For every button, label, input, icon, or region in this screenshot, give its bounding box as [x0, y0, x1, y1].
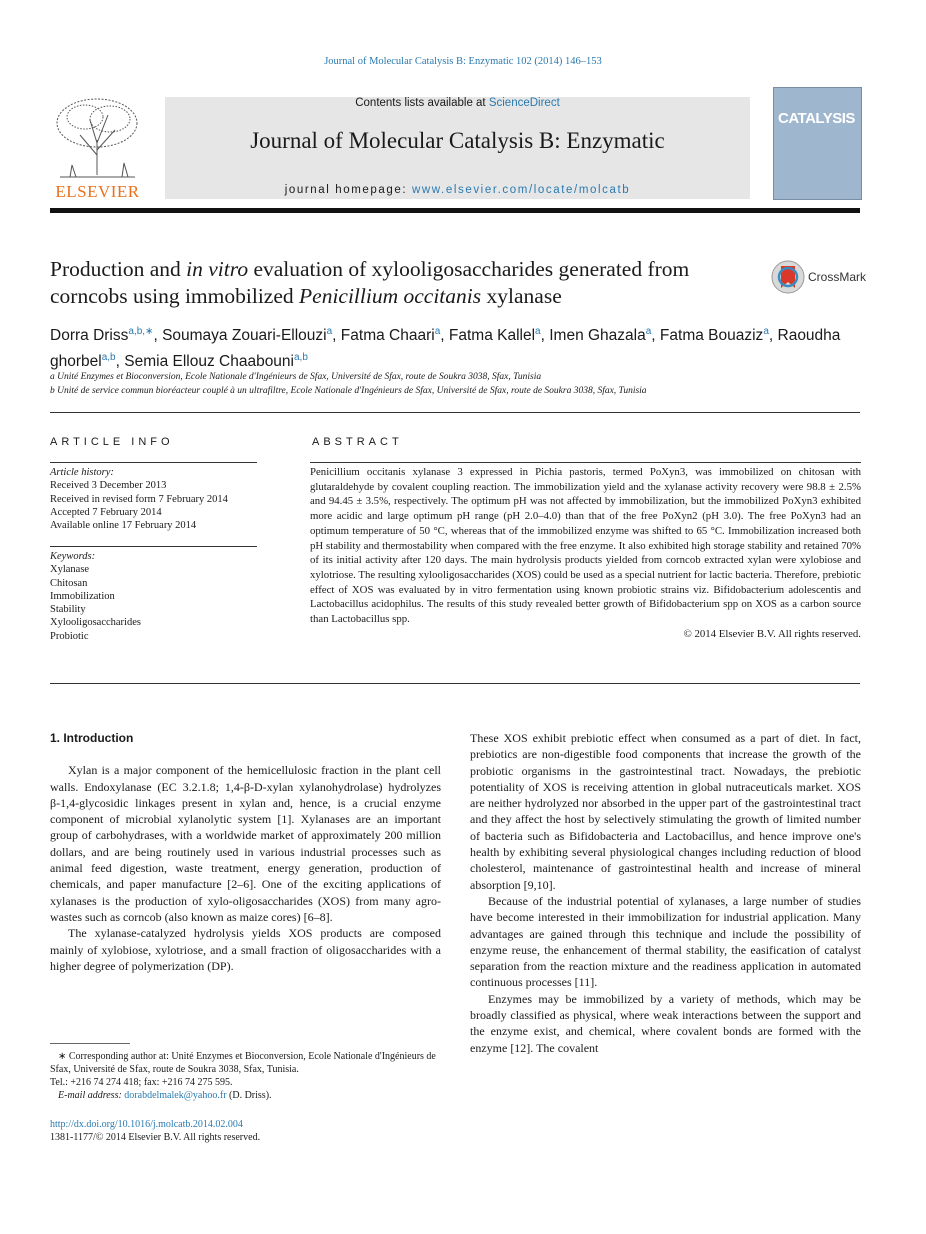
issn-line: 1381-1177/© 2014 Elsevier B.V. All rights reserved. [50, 1132, 261, 1143]
keyword: Xylanase [50, 564, 90, 576]
keywords [50, 550, 260, 643]
divider [50, 462, 257, 463]
divider [310, 462, 861, 463]
divider [50, 546, 257, 547]
phone-fax: Tel.: +216 74 274 418; fax: +216 74 275 595. [50, 1077, 233, 1088]
divider [50, 683, 860, 684]
corresponding-author: ∗ Corresponding author at: Unité Enzymes et Bioconversion, Ecole Nationale d'Ingénieurs de Sfax, Université de Sfax, route de Soukra 3038, Sfax, Tunisia. [50, 1051, 436, 1075]
keyword: Chitosan [50, 577, 88, 589]
keywords-label: Keywords: [50, 551, 96, 562]
author-affiliation-marker[interactable]: a [326, 326, 333, 337]
author-name[interactable]: Fatma Bouaziz [659, 327, 764, 345]
history-item: Received in revised form 7 February 2014 [50, 493, 228, 505]
paragraph: Because of the industrial potential of xylanases, a large number of studies have become interested in their immobilization for industrial application. Many advantages are gained through this technique and include the possibility of enzyme reuse, the enhancement of thermal stability, the easification of catalyst separation from the reaction mixture and the readiness application in automated continuous processes [11]. [470, 893, 861, 990]
history-item: Received 3 December 2013 [50, 480, 167, 492]
author-name[interactable]: Semia Ellouz Chaabouni [124, 353, 294, 371]
homepage-link[interactable]: www.elsevier.com/locate/molcatb [411, 184, 631, 196]
title-text-3: xylanase [481, 284, 562, 308]
abstract-heading: ABSTRACT [312, 436, 403, 448]
article-title [50, 256, 755, 310]
author-affiliation-marker[interactable]: a [434, 326, 441, 337]
section-heading: 1. Introduction [50, 731, 134, 745]
journal-title: Journal of Molecular Catalysis B: Enzymatic [250, 128, 665, 153]
author-list: Dorra Driss$^{a,b,∗}$, Soumaya Zouari-Ellouzi$^a$, Fatma Chaari$^a$, Fatma Kallel$^a$, Imen Ghazala$^a$, Fatma Bouaziz$^a$, Raoudha ghorbel$^{a,b}$, Semia Ellouz Chaabouni$^{a,b}$ [50, 326, 841, 371]
keyword: Immobilization [50, 590, 115, 602]
author-name[interactable]: Fatma Kallel [448, 327, 536, 345]
header-divider [50, 208, 860, 213]
divider [50, 412, 860, 413]
crossmark-label[interactable]: CrossMark [808, 270, 867, 284]
contents-prefix: Contents lists available at [355, 97, 489, 109]
title-italic-1: in vitro [186, 257, 249, 281]
article-info-heading: ARTICLE INFO [50, 436, 174, 448]
abstract-text: Penicillium occitanis xylanase 3 expressed in Pichia pastoris, termed PoXyn3, was immobilized on chitosan with glutaraldehyde by covalent coupling reaction. The immobilization yield and the xylanase activity recovery were 98.8 ± 2.5% and 94.45 ± 3.5%, respectively. The optimum pH was not affected by immobilization, but the immobilized PoXyn3 exhibited more acidic and large optimum pH range (pH 2.0–4.0) than that of the free PoXyn2 (pH 3.0). The free PoXyn3 had an optimum temperature of 50 °C, whereas that of the immobilized enzyme was shifted to 65 °C. Immobilization increased both pH stability and thermostability when compared with the free enzyme. It also exhibited high storage stability and retained 70% of its initial activity after 120 days. The main hydrolysis products yielded from corncob extracted xylan were xylobiose and xylotriose. The resulting xylooligosaccharides (XOS) could be used as a special nutrient for lactic bacteria. Therefore, prebiotic effect of XOS was evaluated by in vitro fermentation using known probiotic strains viz. Bifidobacterium adolescentis and Lactobacillus acidophilus. The results of this study revealed better growth of Bifidobacterium spp on XOS as a carbon source than Lactobacillus spp. [310, 466, 861, 626]
body-left-column [50, 730, 441, 974]
author-name[interactable]: Raoudha ghorbel [50, 327, 841, 371]
author-name[interactable]: Imen Ghazala [549, 327, 646, 345]
email-suffix: (D. Driss). [226, 1090, 272, 1101]
abstract-copyright: © 2014 Elsevier B.V. All rights reserved. [683, 627, 861, 640]
keyword: Xylooligosaccharides [50, 617, 141, 629]
elsevier-wordmark: ELSEVIER [55, 182, 140, 201]
cover-title: CATALYSIS [778, 110, 855, 127]
body-right-column [470, 730, 861, 1056]
author-affiliation-marker[interactable]: a,b [294, 352, 308, 364]
author-name[interactable]: Fatma Chaari [340, 327, 435, 345]
paragraph: These XOS exhibit prebiotic effect when consumed as a part of diet. In fact, prebiotics are non-digestible food components that increase the growth of the probiotic organisms in the gastrointestinal tract. Nowadays, the prebiotic potentiality of XOS is receiving attention in global nutraceuticals market. XOS are neither hydrolyzed nor absorbed in the upper part of the gastrointestinal tract and they affect the host by selectively stimulating the growth of limited number of bacteria such as Bifidobacteria and Lactobacillus, and hence improve one's health by exhibiting several physiological changes including reduction of blood cholesterol, maintenance of gastrointestinal health and increase of mineral absorption [9,10]. [470, 731, 861, 892]
email-label: E-mail address: [58, 1090, 125, 1101]
footnote-divider [50, 1043, 130, 1044]
article-history [50, 466, 260, 532]
contents-line [165, 97, 750, 109]
crossmark-icon [770, 258, 808, 296]
author-name[interactable]: Dorra Driss [50, 327, 129, 345]
title-text-1: Production and [50, 257, 187, 281]
author-affiliation-marker[interactable]: a [535, 326, 541, 337]
affiliation-a: a Unité Enzymes et Bioconversion, Ecole Nationale d'Ingénieurs de Sfax, Université de Sfax, route de Soukra 3038, Sfax, Tunisia [50, 372, 542, 382]
author-affiliation-marker[interactable]: a,b,∗ [128, 326, 154, 337]
paragraph: Enzymes may be immobilized by a variety of methods, which may be broadly classified as physical, where weak interactions between the support and the enzyme exist, and chemical, where covalent bonds are formed with the enzyme [12]. The covalent [470, 991, 861, 1055]
journal-cover-image [773, 87, 862, 200]
paragraph: The xylanase-catalyzed hydrolysis yields XOS products are composed mainly of xylobiose, xylotriose, and a small fraction of oligosaccharides with a higher degree of polymerization (DP). [50, 926, 441, 973]
footnote [50, 1050, 441, 1102]
keyword: Stability [50, 604, 86, 616]
abstract-body [310, 465, 861, 641]
author-affiliation-marker[interactable]: a [645, 326, 652, 337]
doi-link[interactable]: http://dx.doi.org/10.1016/j.molcatb.2014.02.004 [50, 1119, 243, 1130]
journal-homepage [165, 184, 750, 196]
author-affiliation-marker[interactable]: a,b [101, 352, 116, 364]
journal-citation[interactable]: Journal of Molecular Catalysis B: Enzymatic 102 (2014) 146–153 [324, 56, 602, 67]
email-link[interactable]: dorabdelmalek@yahoo.fr [124, 1090, 227, 1101]
affiliation-b: b Unité de service commun bioréacteur couplé à un ultrafiltre, Ecole Nationale d'Ingénieurs de Sfax, Université de Sfax, route de Soukra 3038, Sfax, Tunisia [50, 386, 647, 396]
email-line [50, 1089, 441, 1102]
keyword: Probiotic [50, 630, 89, 642]
history-item: Available online 17 February 2014 [50, 520, 197, 532]
homepage-prefix: journal homepage: [284, 184, 412, 196]
author-affiliation-marker[interactable]: a [763, 326, 769, 337]
title-italic-2: Penicillium occitanis [299, 284, 482, 308]
title-text-2: evaluation of xylooligosaccharides generated from corncobs using immobilized [50, 257, 690, 308]
paragraph: Xylan is a major component of the hemicellulosic fraction in the plant cell walls. Endoxylanase (EC 3.2.1.8; 1,4-β-D-xylan xylanohydrolase) hydrolyzes β-1,4-glycosidic linkages present in xylan and, hence, is a crucial enzyme component of microbial xylanolytic system [1]. Xylanases are an important group of carbohydrases, with a worldwide market of approximately 200 million dollars, and are being routinely used in various industrial processes such as animal feed digestion, waste treatment, energy generation, production of chemicals, and paper manufacture [2–6]. One of the exciting applications of xylanases is the production of xylo-oligosaccharides (XOS) from many agro-wastes such as corncob (also known as maize cores) [6–8]. [50, 763, 441, 924]
history-item: Accepted 7 February 2014 [50, 506, 162, 518]
doi-block [50, 1118, 260, 1144]
history-label: Article history: [50, 467, 114, 478]
sciencedirect-link[interactable]: ScienceDirect [488, 97, 560, 109]
author-name[interactable]: Soumaya Zouari-Ellouzi [162, 327, 327, 345]
